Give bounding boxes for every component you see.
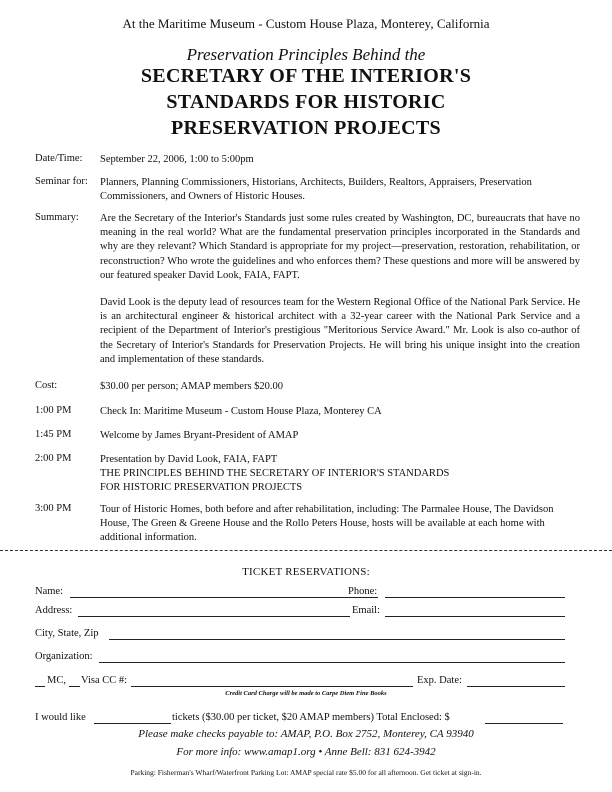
cost-value: $30.00 per person; AMAP members $20.00: [100, 381, 284, 392]
mc-checkbox-line[interactable]: [35, 686, 45, 687]
schedule-text: Tour of Historic Homes, both before and after rehabilitation, including: The Parmalee House, The Davidson House, The Green & Greene House and the Rollo Peters House, hosts will be available at each home with additional information.: [100, 504, 554, 544]
name-phone-row: [35, 586, 575, 600]
exp-date-field[interactable]: [467, 686, 565, 687]
more-info-line: For more info: www.amap1.org • Anne Bell: 831 624-3942: [176, 746, 436, 758]
presentation-title-line-1: THE PRINCIPLES BEHIND THE SECRETARY OF INTERIOR'S STANDARDS: [100, 468, 450, 480]
seminar-label: Seminar for:: [35, 176, 88, 187]
schedule-text: Welcome by James Bryant-President of AMAP: [100, 430, 299, 441]
exp-date-label: Exp. Date:: [417, 675, 462, 686]
organization-row: [35, 651, 575, 665]
organization-field[interactable]: [99, 662, 565, 663]
schedule-time: 1:00 PM: [35, 405, 72, 416]
tickets-row: [35, 712, 575, 726]
schedule-text: Check In: Maritime Museum - Custom House Plaza, Monterey CA: [100, 406, 382, 417]
schedule-time: 2:00 PM: [35, 453, 72, 464]
seminar-value: Planners, Planning Commissioners, Historians, Architects, Builders, Realtors, Appraisers, Preservation Commissioners, and Owners of Historic Houses.: [100, 177, 532, 203]
title-line-3: PRESERVATION PROJECTS: [171, 117, 441, 139]
schedule-time: 3:00 PM: [35, 503, 72, 514]
presentation-title-line-2: FOR HISTORIC PRESERVATION PROJECTS: [100, 482, 303, 494]
intro-line: Preservation Principles Behind the: [186, 45, 426, 64]
schedule-text: Presentation by David Look, FAIA, FAPT: [100, 454, 278, 465]
schedule-item-presentation: [100, 453, 580, 496]
datetime-value: September 22, 2006, 1:00 to 5:00pm: [100, 154, 254, 165]
mc-label: MC,: [47, 675, 66, 686]
checks-payable-line: Please make checks payable to: AMAP, P.O. Box 2752, Monterey, CA 93940: [138, 728, 474, 740]
title-line-1: SECRETARY OF THE INTERIOR'S: [140, 65, 472, 87]
summary-paragraph-1: Are the Secretary of the Interior's Standards just some rules created by Washington, DC, bureaucrats that have no meaning in the real world? What are the fundamental preservation principles incorporated in the Standards and why are they relevant? Which Standard is appropriate for my project—preservation, restoration, rehabilitation, or reconstruction? Who wrote the guidelines and who enforces them? These questions and more will be answered by our featured speaker David Look, FAIA, FAPT.: [100, 213, 580, 281]
city-row: [35, 628, 575, 642]
phone-field[interactable]: [385, 597, 565, 598]
card-number-field[interactable]: [131, 686, 413, 687]
title-line-2: STANDARDS FOR HISTORIC: [166, 91, 446, 113]
total-enclosed-field[interactable]: [485, 723, 563, 724]
summary-text: [100, 212, 580, 367]
name-field[interactable]: [70, 597, 378, 598]
email-label: Email:: [352, 605, 380, 616]
ticket-quantity-field[interactable]: [94, 723, 171, 724]
city-state-zip-label: City, State, Zip: [35, 628, 99, 639]
cut-line-divider: [0, 550, 612, 551]
would-like-label: I would like: [35, 712, 86, 723]
city-state-zip-field[interactable]: [109, 639, 565, 640]
address-email-row: [35, 605, 575, 619]
phone-label: Phone:: [348, 586, 378, 597]
schedule-time: 1:45 PM: [35, 429, 72, 440]
organization-label: Organization:: [35, 651, 93, 662]
address-field[interactable]: [78, 616, 350, 617]
cost-label: Cost:: [35, 380, 58, 391]
tickets-text: tickets ($30.00 per ticket, $20 AMAP members) Total Enclosed: $: [172, 712, 450, 723]
visa-checkbox-line[interactable]: [69, 686, 80, 687]
card-charge-note: Credit Card Charge will be made to Carpe Diem Fine Books: [225, 690, 387, 697]
name-label: Name:: [35, 586, 63, 597]
summary-label: Summary:: [35, 212, 79, 223]
ticket-reservations-heading: TICKET RESERVATIONS:: [242, 566, 370, 578]
venue-line: At the Maritime Museum - Custom House Plaza, Monterey, California: [122, 16, 490, 31]
credit-card-row: [35, 675, 575, 689]
address-label: Address:: [35, 605, 73, 616]
datetime-label: Date/Time:: [35, 153, 83, 164]
visa-label: Visa CC #:: [81, 675, 128, 686]
email-field[interactable]: [385, 616, 565, 617]
summary-paragraph-2: David Look is the deputy lead of resources team for the Western Regional Office of the National Park Service. He is an architectural engineer & historical architect with a 32-year career with the National Park Service and a recipient of the Department of Interior's prestigious "Meritorious Service Award." Mr. Look is also co-author of the Secretary of Interior's Standards for Preservation Projects. He will bring his unique insight into the creation and implementation of these standards.: [100, 297, 580, 365]
parking-line: Parking: Fisherman's Wharf/Waterfront Parking Lot: AMAP special rate $5.00 for all afternoon. Get ticket at sign-in.: [130, 768, 482, 777]
